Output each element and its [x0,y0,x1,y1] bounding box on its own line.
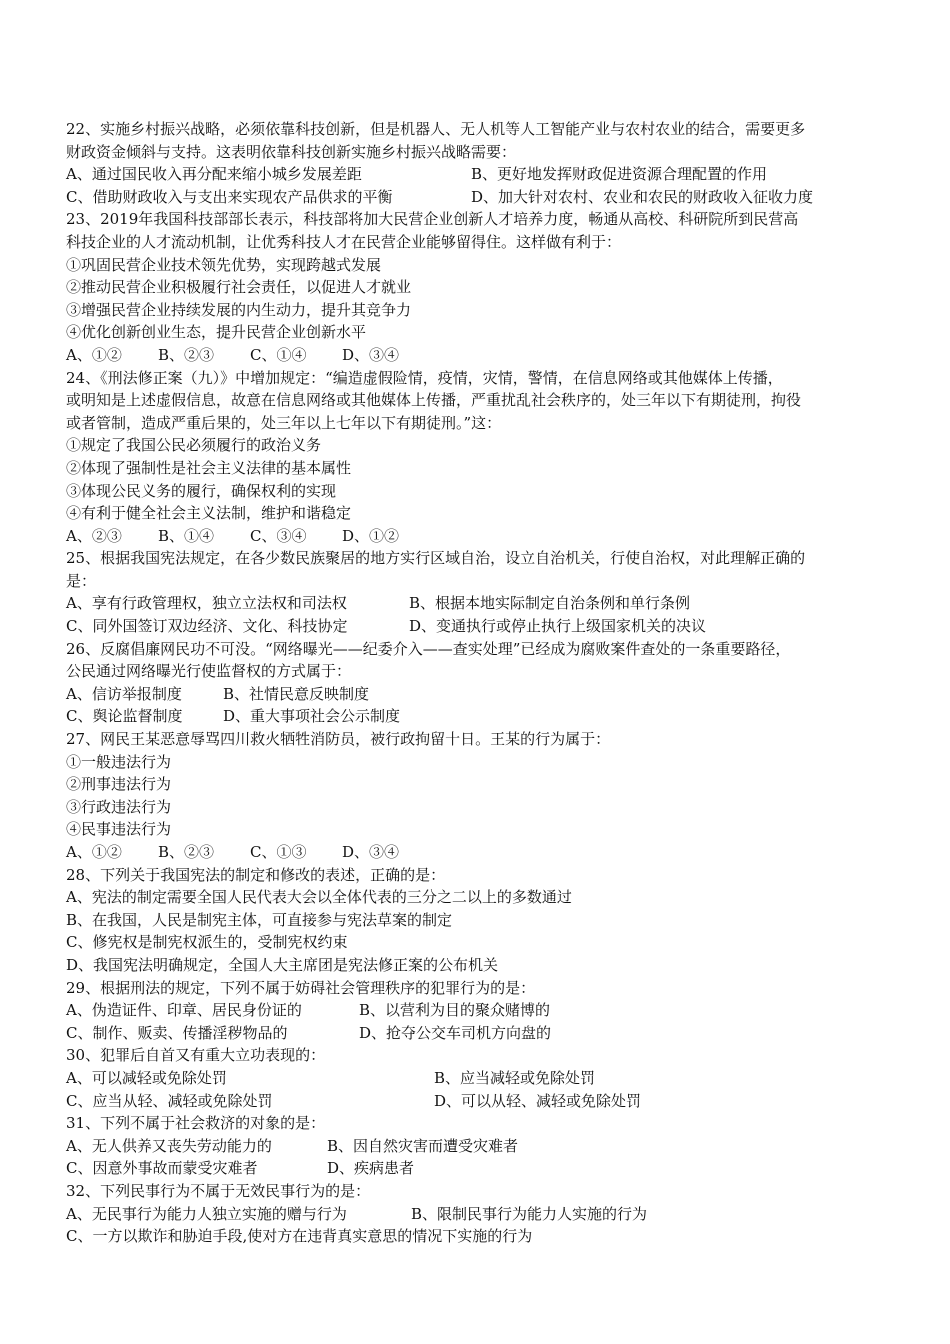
option-a: A、无人供养又丧失劳动能力的 [66,1136,272,1155]
statement: ③体现公民义务的履行，确保权利的实现 [66,481,337,500]
option-d: D、③④ [342,843,400,861]
exam-page [66,118,888,1248]
option-b: B、①④ [158,526,215,545]
option-b: B、更好地发挥财政促进资源合理配置的作用 [471,165,768,184]
option-d: D、重大事项社会公示制度 [223,707,401,726]
option-c: C、借助财政收入与支出来实现农产品供求的平衡 [66,187,393,206]
question-24 [66,367,888,548]
option-row [66,344,888,367]
question-stem: 公民通过网络曝光行使监督权的方式属于： [66,662,352,681]
question-stem: 32、下列民事行为不属于无效民事行为的是： [66,1181,371,1200]
question-stem: 或明知是上述虚假信息，故意在信息网络或其他媒体上传播，严重扰乱社会秩序的，处三年以下有期徒刑，拘役 [66,391,802,410]
option-d: D、③④ [342,345,400,364]
option-row [66,1135,888,1158]
statement: ④优化创新创业生态，提升民营企业创新水平 [66,323,367,342]
option-c: C、①④ [250,345,307,364]
option-d: D、可以从轻、减轻或免除处罚 [434,1091,642,1110]
question-stem: 23、2019年我国科技部部长表示，科技部将加大民营企业创新人才培养力度，畅通从高校、科研院所到民营高 [66,210,799,229]
option-row [66,1203,888,1226]
option-row [66,1022,888,1045]
option-b: B、在我国，人民是制宪主体，可直接参与宪法草案的制定 [66,910,453,929]
option-b: B、②③ [158,345,215,364]
question-stem: 30、犯罪后自首又有重大立功表现的： [66,1046,326,1065]
statement: ④民事违法行为 [66,820,172,839]
option-c: C、舆论监督制度 [66,707,183,726]
question-23 [66,208,888,366]
question-31 [66,1112,888,1180]
option-row [66,1090,888,1113]
option-a: A、①② [66,345,122,364]
option-row [66,186,888,209]
option-d: D、加大针对农村、农业和农民的财政收入征收力度 [471,187,814,206]
question-29 [66,977,888,1045]
option-row [66,683,888,706]
option-d: D、①② [342,526,400,545]
question-stem: 或者管制，造成严重后果的，处三年以上七年以下有期徒刑。”这： [66,413,502,432]
option-a: A、通过国民收入再分配来缩小城乡发展差距 [66,165,362,184]
option-row [66,525,888,548]
statement: ②刑事违法行为 [66,775,172,794]
option-d: D、抢夺公交车司机方向盘的 [359,1023,552,1042]
statement: ②推动民营企业积极履行社会责任，以促进人才就业 [66,278,412,297]
option-b: B、社情民意反映制度 [223,684,370,703]
option-b: B、以营利为目的聚众赌博的 [359,1001,551,1020]
question-stem: 27、网民王某恶意辱骂四川救火牺牲消防员，被行政拘留十日。王某的行为属于： [66,730,611,749]
question-stem: 25、根据我国宪法规定，在各少数民族聚居的地方实行区域自治，设立自治机关，行使自治权，对此理解正确的 [66,549,806,568]
option-a: A、①② [66,843,122,861]
option-c: C、因意外事故而蒙受灾难者 [66,1159,258,1178]
question-28 [66,864,888,977]
option-d: D、变通执行或停止执行上级国家机关的决议 [409,617,707,636]
statement: ②体现了强制性是社会主义法律的基本属性 [66,458,352,477]
option-a: A、可以减轻或免除处罚 [66,1068,227,1087]
question-32 [66,1180,888,1248]
option-a: A、享有行政管理权，独立立法权和司法权 [66,594,347,613]
option-b: B、②③ [158,843,215,861]
question-25 [66,547,888,637]
option-c: C、③④ [250,526,307,545]
option-row [66,163,888,186]
option-c: C、①③ [250,843,307,861]
statement: ①一般违法行为 [66,752,172,771]
option-row [66,1157,888,1180]
question-stem: 财政资金倾斜与支持。这表明依靠科技创新实施乡村振兴战略需要： [66,142,517,161]
question-26 [66,638,888,728]
option-row [66,615,888,638]
option-a: A、伪造证件、印章、居民身份证的 [66,1001,302,1020]
option-row [66,999,888,1022]
option-row [66,1067,888,1090]
question-stem: 26、反腐倡廉网民功不可没。“网络曝光——纪委介入——查实处理”已经成为腐败案件查处的一条重要路径， [66,639,791,658]
option-c: C、同外国签订双边经济、文化、科技协定 [66,617,348,636]
statement: ③行政违法行为 [66,797,172,816]
option-d: D、疾病患者 [327,1159,415,1178]
statement: ①规定了我国公民必须履行的政治义务 [66,436,322,455]
option-c: C、制作、贩卖、传播淫秽物品的 [66,1023,288,1042]
option-b: B、根据本地实际制定自治条例和单行条例 [409,594,691,613]
question-22 [66,118,888,208]
question-27 [66,728,888,864]
option-b: B、因自然灾害而遭受灾难者 [327,1136,519,1155]
option-a: A、宪法的制定需要全国人民代表大会以全体代表的三分之二以上的多数通过 [66,888,572,907]
option-b: B、限制民事行为能力人实施的行为 [411,1204,648,1223]
question-stem: 科技企业的人才流动机制，让优秀科技人才在民营企业能够留得住。这样做有利于： [66,232,622,251]
statement: ③增强民营企业持续发展的内生动力，提升其竞争力 [66,300,412,319]
option-row [66,841,888,864]
option-a: A、无民事行为能力人独立实施的赠与行为 [66,1204,347,1223]
statement: ④有利于健全社会主义法制，维护和谐稳定 [66,504,352,523]
statement: ①巩固民营企业技术领先优势，实现跨越式发展 [66,255,382,274]
option-c: C、一方以欺诈和胁迫手段,使对方在违背真实意思的情况下实施的行为 [66,1227,533,1246]
question-stem: 31、下列不属于社会救济的对象的是： [66,1114,326,1133]
question-stem: 24、《刑法修正案（九）》中增加规定：“编造虚假险情，疫情，灾情，警情，在信息网络或其他媒体上传播， [66,368,783,387]
option-d: D、我国宪法明确规定，全国人大主席团是宪法修正案的公布机关 [66,955,499,974]
question-stem: 29、根据刑法的规定，下列不属于妨碍社会管理秩序的犯罪行为的是： [66,978,536,997]
question-stem: 28、下列关于我国宪法的制定和修改的表述，正确的是： [66,865,446,884]
option-a: A、信访举报制度 [66,684,182,703]
option-row [66,705,888,728]
question-stem: 22、实施乡村振兴战略，必须依靠科技创新，但是机器人、无人机等人工智能产业与农村农业的结合，需要更多 [66,120,806,138]
option-a: A、②③ [66,526,122,545]
option-c: C、应当从轻、减轻或免除处罚 [66,1091,273,1110]
option-b: B、应当减轻或免除处罚 [434,1068,596,1087]
option-c: C、修宪权是制宪权派生的，受制宪权约束 [66,933,348,952]
option-row [66,592,888,615]
question-stem: 是： [66,571,97,590]
question-30 [66,1044,888,1112]
